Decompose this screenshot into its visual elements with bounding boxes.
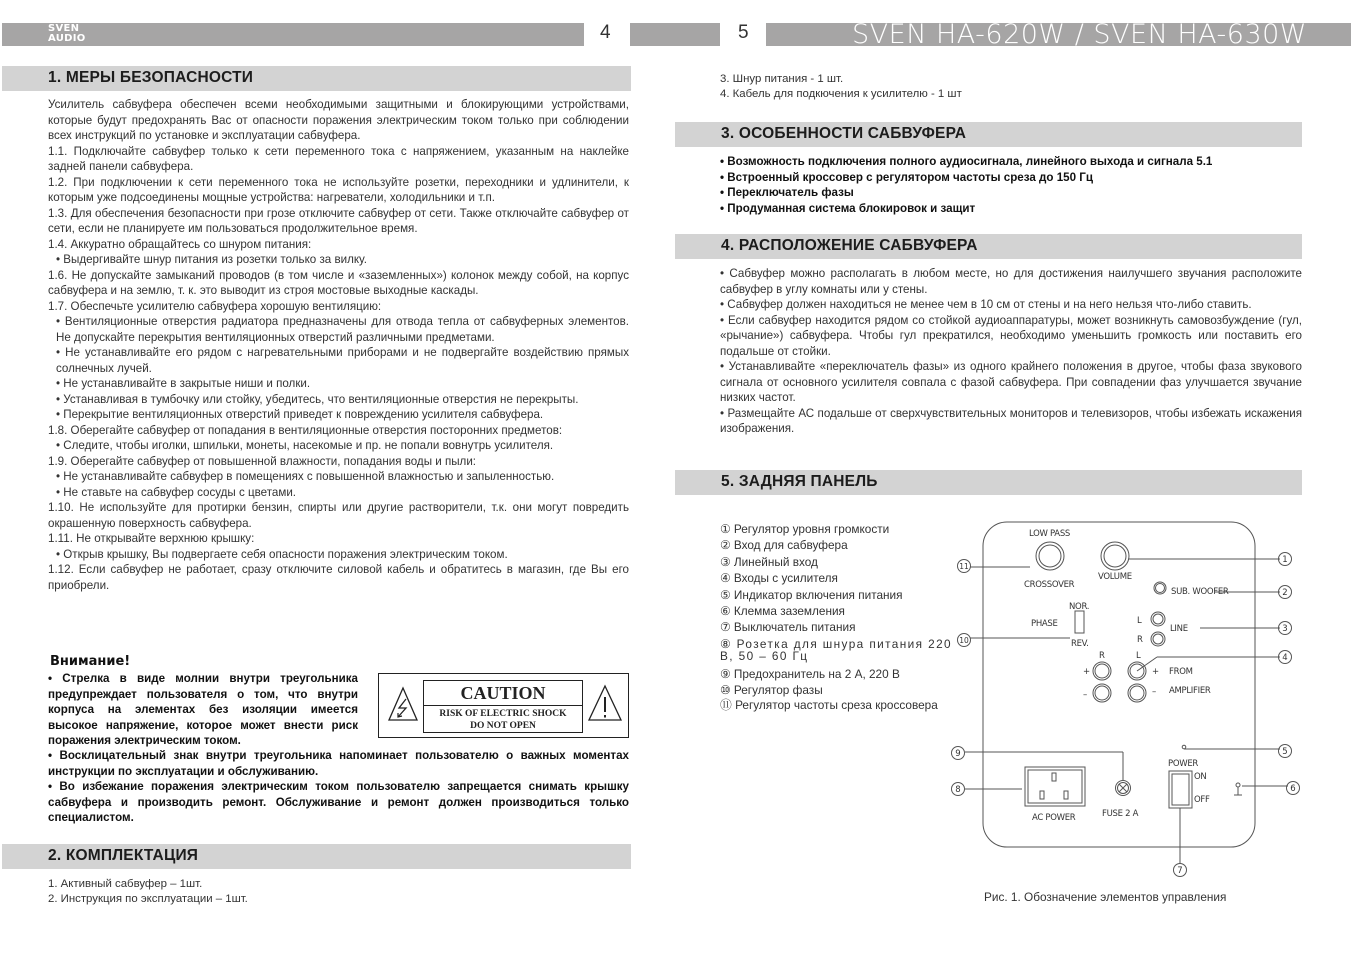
placement-text bbox=[720, 266, 1302, 437]
package-contents-list-continued bbox=[720, 72, 962, 102]
safety-paragraph: 1.7. Обеспечьте усилителю сабвуфера хорошую вентиляцию: bbox=[48, 299, 382, 313]
safety-bullet: • Не ставьте на сабвуфер сосуды с цветами. bbox=[56, 485, 297, 499]
low-pass-label: LOW PASS bbox=[1029, 529, 1071, 539]
safety-bullet: • Выдергивайте шнур питания из розетки только за вилку. bbox=[56, 253, 367, 266]
caution-title: CAUTION bbox=[424, 681, 582, 706]
safety-bullet: • Открыв крышку, Вы подвергаете себя опасности поражения электрическим током. bbox=[56, 547, 508, 561]
safety-paragraph: 1.4. Аккуратно обращайтесь со шнуром питания: bbox=[48, 237, 312, 251]
off-label: OFF bbox=[1194, 795, 1210, 805]
sub-woofer-label: SUB. WOOFER bbox=[1171, 587, 1229, 597]
callout-9-number: 9 bbox=[955, 749, 961, 759]
amp-terminal-l-minus bbox=[1128, 684, 1146, 702]
callout-1-number: 1 bbox=[1282, 555, 1288, 565]
placement-item: • Сабвуфер должен находиться не менее чем в 10 см от стены и на него нельзя что-либо ставить. bbox=[720, 298, 1252, 311]
legend-item: ⑧ Розетка для шнура питания 220 В, 50 – 60 Гц bbox=[720, 636, 952, 663]
amp-terminal-r-minus bbox=[1093, 684, 1111, 702]
legend-item: ⑦ Выключатель питания bbox=[720, 620, 856, 635]
section-3-title: 3. ОСОБЕННОСТИ САБВУФЕРА bbox=[721, 125, 967, 142]
section-2-header bbox=[2, 844, 631, 869]
list-item: 1. Активный сабвуфер – 1шт. bbox=[48, 878, 203, 890]
safety-bullet: • Не устанавливайте в закрытые ниши и полки. bbox=[56, 377, 311, 390]
minus-label-left: – bbox=[1083, 690, 1087, 700]
model-title: SVEN HA-620W / SVEN HA-630W bbox=[852, 19, 1307, 50]
caution-inner-box bbox=[423, 680, 583, 733]
panel-outline bbox=[983, 522, 1255, 847]
warning-title: Внимание! bbox=[50, 654, 131, 669]
caution-line-2: DO NOT OPEN bbox=[470, 721, 536, 731]
exclamation-warning-icon bbox=[587, 684, 623, 722]
section-5-title: 5. ЗАДНЯЯ ПАНЕЛЬ bbox=[721, 473, 878, 490]
callout-3-number: 3 bbox=[1282, 624, 1288, 634]
callout-5-number: 5 bbox=[1282, 747, 1288, 757]
phase-switch bbox=[1075, 611, 1084, 633]
caution-label bbox=[378, 673, 629, 738]
list-item: 4. Кабель для подкючения к усилителю - 1 шт bbox=[720, 88, 962, 100]
feature-item: • Встроенный кроссовер с регулятором частоты среза до 150 Гц bbox=[720, 170, 1093, 184]
placement-item: • Сабвуфер можно располагать в любом месте, но для достижения наилучшего звучания расположите сабвуфер в углу комнаты или у стены. bbox=[720, 267, 1302, 296]
safety-paragraph: 1.2. При подключении к сети переменного тока не используйте розетки, переходники и удлинители, к которым уже подсоединены мощные устройства: нагреватели, холодильники и т.п. bbox=[48, 175, 629, 204]
safety-paragraph: 1.8. Оберегайте сабвуфер от попадания в вентиляционные отверстия посторонних предметов: bbox=[48, 423, 563, 437]
fuse-label: FUSE 2 A bbox=[1102, 809, 1139, 819]
safety-paragraph: 1.3. Для обеспечения безопасности при грозе отключите сабвуфер от сети. Также отключайте сабвуфер от сети, если не планируете им пользоваться продолжительное время. bbox=[48, 206, 629, 235]
safety-paragraph: 1.12. Если сабвуфер не работает, сразу отключите силовой кабель и обратитесь в магазин, где Вы его приобрели. bbox=[48, 563, 629, 592]
feature-item: • Переключатель фазы bbox=[720, 186, 854, 199]
features-list bbox=[720, 154, 1212, 216]
legend-item: ⑪ Регулятор частоты среза кроссовера bbox=[720, 697, 938, 712]
minus-label-right: – bbox=[1152, 687, 1156, 697]
electric-shock-warning-icon bbox=[387, 686, 419, 722]
plus-label-left: + bbox=[1083, 667, 1090, 677]
rear-panel-legend bbox=[720, 521, 952, 712]
placement-item: • Если сабвуфер находится рядом со стойкой аудиоаппаратуры, может возникнуть самовозбуждение (гул, «рычание») сабвуфера. Чтобы гул прекратился, необходимо уменьшить громкость или поставить его подальше от стойки. bbox=[720, 313, 1302, 358]
placement-item: • Устанавливайте «переключатель фазы» из одного крайнего положения в другое, чтобы фаза звукового сигнала от основного усилителя совпала с фазой сабвуфера. При совпадении фаз улучшается звучание низких частот. bbox=[720, 360, 1302, 404]
plus-label-right: + bbox=[1152, 667, 1159, 677]
callout-8-number: 8 bbox=[955, 785, 961, 795]
safety-bullet: • Перекрытие вентиляционных отверстий приведет к повреждению усилителя сабвуфера. bbox=[56, 408, 544, 421]
on-label: ON bbox=[1194, 772, 1207, 782]
section-1-header bbox=[2, 66, 631, 91]
package-contents-list bbox=[48, 877, 248, 907]
feature-item: • Возможность подключения полного аудиосигнала, линейного выхода и сигнала 5.1 bbox=[720, 155, 1213, 168]
amplifier-label: AMPLIFIER bbox=[1169, 686, 1211, 696]
legend-item: ④ Входы с усилителя bbox=[720, 571, 838, 586]
safety-paragraph: 1.10. Не используйте для протирки бензин, спирты или другие растворители, т.к. они могут повредить окрашенную поверхность сабвуфера. bbox=[48, 501, 629, 530]
list-item: 3. Шнур питания - 1 шт. bbox=[720, 73, 844, 85]
callout-6-number: 6 bbox=[1290, 784, 1296, 794]
logo-line-1: SVEN bbox=[48, 23, 80, 34]
section-3-header bbox=[675, 122, 1302, 147]
warning-lightning-text: • Стрелка в виде молнии внутри треугольника предупреждает пользователя о том, что внутри корпуса на элементах без изоляции имеется высокое напряжение, которое может внести риск поражения электрическим током. bbox=[48, 672, 358, 747]
callout-2-number: 2 bbox=[1282, 588, 1288, 598]
caution-line-1: RISK OF ELECTRIC SHOCK bbox=[439, 709, 567, 719]
amp-l-label: L bbox=[1136, 651, 1141, 661]
safety-paragraph: 1.11. Не открывайте верхнюю крышку: bbox=[48, 532, 255, 545]
callout-7-number: 7 bbox=[1177, 866, 1183, 876]
safety-text bbox=[48, 97, 629, 593]
sven-audio-logo bbox=[48, 24, 86, 44]
section-4-header bbox=[675, 234, 1302, 259]
legend-item: ⑨ Предохранитель на 2 А, 220 В bbox=[720, 666, 900, 681]
rear-panel-diagram bbox=[940, 515, 1310, 885]
ground-terminal bbox=[1236, 783, 1240, 787]
list-item: 2. Инструкция по эксплуатации – 1шт. bbox=[48, 893, 248, 905]
page-number-right: 5 bbox=[738, 22, 749, 43]
nor-label: NOR. bbox=[1069, 602, 1090, 612]
amp-terminal-r-plus bbox=[1093, 662, 1111, 680]
from-label: FROM bbox=[1169, 667, 1193, 677]
safety-paragraph: Усилитель сабвуфера обеспечен всеми необходимыми защитными и блокирующими устройствами, которые будут предохранять Вас от опасности поражения электрическим током только при соблюдении всех инструкций по установке и эксплуатации сабвуфера. bbox=[48, 98, 629, 142]
callout-10-number: 10 bbox=[959, 636, 969, 645]
amp-r-label: R bbox=[1099, 651, 1105, 661]
legend-item: ⑩ Регулятор фазы bbox=[720, 683, 823, 698]
power-indicator bbox=[1182, 745, 1186, 749]
section-2-title: 2. КОМПЛЕКТАЦИЯ bbox=[48, 847, 199, 864]
callout-4-number: 4 bbox=[1282, 653, 1288, 663]
ac-power-label: AC POWER bbox=[1032, 813, 1076, 823]
legend-item: ⑤ Индикатор включения питания bbox=[720, 587, 903, 602]
line-l-label: L bbox=[1137, 616, 1142, 626]
placement-item: • Размещайте АС подальше от сверхчувствительных мониторов и телевизоров, чтобы избежать искажения изображения. bbox=[720, 406, 1302, 435]
legend-item: ③ Линейный вход bbox=[720, 554, 818, 569]
rev-label: REV. bbox=[1071, 639, 1089, 649]
phase-label: PHASE bbox=[1031, 619, 1058, 629]
crossover-label: CROSSOVER bbox=[1024, 580, 1075, 590]
safety-bullet: • Следите, чтобы иголки, шпильки, монеты, насекомые и пр. не попали вовнутрь усилителя. bbox=[56, 439, 554, 452]
callout-11-number: 11 bbox=[959, 562, 969, 571]
volume-label: VOLUME bbox=[1098, 572, 1132, 582]
safety-bullet: • Не устанавливайте его рядом с нагревательными приборами и не подвергайте воздействию прямых солнечных лучей. bbox=[56, 346, 629, 375]
legend-item: ① Регулятор уровня громкости bbox=[720, 522, 890, 536]
header-bar-middle bbox=[630, 23, 720, 46]
warning-exclamation-text: • Восклицательный знак внутри треугольника напоминает пользователю о важных моментах инструкции по эксплуатации и обслуживанию. • Во избежание поражения электрическим током пользователю запрещается снимать крышку сабвуфера и производить ремонт. Обслуживание и ремонт должен производиться только специалистом. bbox=[48, 749, 629, 824]
safety-bullet: • Устанавливая в тумбочку или стойку, убедитесь, что вентиляционные отверстия не перекрыты. bbox=[56, 392, 579, 406]
power-label: POWER bbox=[1168, 759, 1198, 769]
safety-paragraph: 1.9. Оберегайте сабвуфер от повышенной влажности, попадания воды и пыли: bbox=[48, 454, 477, 468]
safety-bullet: • Не устанавливайте сабвуфер в помещениях с повышенной влажностью и запыленностью. bbox=[56, 470, 555, 483]
page-number-left: 4 bbox=[600, 22, 611, 43]
logo-line-2: AUDIO bbox=[48, 33, 86, 44]
line-label: LINE bbox=[1170, 624, 1188, 634]
header-bar-left bbox=[2, 23, 584, 46]
safety-bullet: • Вентиляционные отверстия радиатора предназначены для отвода тепла от сабвуферных элементов. Не допускайте перекрытия вентиляционных отверстий различными предметами. bbox=[56, 315, 629, 344]
legend-item: ⑥ Клемма заземления bbox=[720, 604, 845, 619]
safety-paragraph: 1.6. Не допускайте замыканий проводов (в том числе и «заземленных») колонок между собой, на корпус сабвуфера и на землю, т. к. это выводит из строя мостовые выходные каскады. bbox=[48, 268, 629, 297]
safety-paragraph: 1.1. Подключайте сабвуфер только к сети переменного тока с напряжением, указанным на наклейке задней панели сабвуфера. bbox=[48, 144, 629, 173]
feature-item: • Продуманная система блокировок и защит bbox=[720, 201, 976, 215]
section-5-header bbox=[675, 470, 1302, 495]
legend-item: ② Вход для сабвуфера bbox=[720, 538, 848, 553]
crossover-knob bbox=[1036, 542, 1064, 570]
line-r-label: R bbox=[1137, 635, 1143, 645]
section-1-title: 1. МЕРЫ БЕЗОПАСНОСТИ bbox=[48, 69, 254, 86]
figure-caption: Рис. 1. Обозначение элементов управления bbox=[984, 890, 1227, 904]
volume-knob bbox=[1101, 542, 1129, 570]
section-4-title: 4. РАСПОЛОЖЕНИЕ САБВУФЕРА bbox=[721, 237, 978, 254]
